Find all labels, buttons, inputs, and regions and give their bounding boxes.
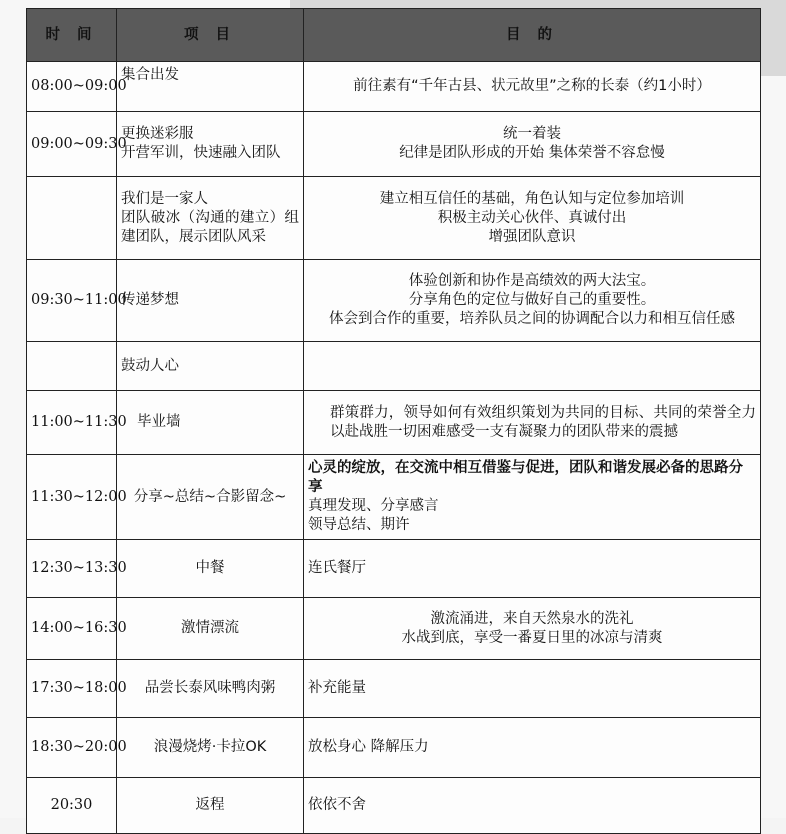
item-line: 开营军训，快速融入团队 bbox=[121, 145, 281, 161]
purpose-line: 前往素有“千年古县、状元故里”之称的长泰（约1小时） bbox=[353, 78, 711, 94]
header-time: 时 间 bbox=[27, 9, 117, 62]
purpose-cell bbox=[304, 342, 761, 391]
time-cell: 18:30~20:00 bbox=[27, 718, 117, 778]
time-cell: 11:00~11:30 bbox=[27, 391, 117, 455]
table-row bbox=[27, 391, 761, 455]
table-row bbox=[27, 62, 761, 112]
item-cell: 浪漫烧烤·卡拉OK bbox=[117, 718, 304, 778]
table-row bbox=[27, 342, 761, 391]
item-cell: 集合出发 bbox=[117, 62, 304, 112]
schedule-table bbox=[26, 8, 761, 834]
item-line: 团队破冰（沟通的建立）组建团队，展示团队风采 bbox=[121, 209, 299, 245]
table-row bbox=[27, 718, 761, 778]
item-cell: 品尝长泰风味鸭肉粥 bbox=[117, 660, 304, 718]
purpose-line: 分享角色的定位与做好自己的重要性。 bbox=[408, 292, 656, 308]
purpose-cell: 放松身心 降解压力 bbox=[304, 718, 761, 778]
item-cell bbox=[117, 112, 304, 177]
time-cell: 12:30~13:30 bbox=[27, 540, 117, 598]
table-row bbox=[27, 660, 761, 718]
item-cell: 返程 bbox=[117, 778, 304, 834]
time-cell: 09:00~09:30 bbox=[27, 112, 117, 177]
time-cell: 14:00~16:30 bbox=[27, 598, 117, 660]
purpose-line: 增强团队意识 bbox=[488, 228, 576, 245]
purpose-line: 纪律是团队形成的开始 集体荣誉不容怠慢 bbox=[399, 145, 665, 161]
purpose-line: 建立相互信任的基础，角色认知与定位参加培训 bbox=[379, 190, 685, 207]
item-cell: 传递梦想 bbox=[117, 260, 304, 342]
time-cell: 20:30 bbox=[27, 778, 117, 834]
header-item: 项 目 bbox=[117, 9, 304, 62]
purpose-line: 激流涌进，来自天然泉水的洗礼 bbox=[430, 610, 634, 627]
time-cell bbox=[27, 342, 117, 391]
purpose-cell: 补充能量 bbox=[304, 660, 761, 718]
table-row bbox=[27, 177, 761, 260]
table-row bbox=[27, 598, 761, 660]
item-cell bbox=[117, 177, 304, 260]
purpose-cell bbox=[304, 62, 761, 112]
purpose-cell: 连氏餐厅 bbox=[304, 540, 761, 598]
purpose-bold-line: 心灵的绽放，在交流中相互借鉴与促进，团队和谐发展必备的思路分享 bbox=[308, 460, 743, 495]
purpose-cell bbox=[304, 455, 761, 540]
purpose-cell: 群策群力，领导如何有效组织策划为共同的目标、共同的荣誉全力以赴战胜一切困难感受一支有凝聚力的团队带来的震撼 bbox=[304, 391, 761, 455]
time-cell bbox=[27, 177, 117, 260]
purpose-cell: 依依不舍 bbox=[304, 778, 761, 834]
purpose-line: 统一着装 bbox=[503, 126, 561, 142]
table-row bbox=[27, 112, 761, 177]
purpose-cell bbox=[304, 260, 761, 342]
item-cell: 分享~总结~合影留念~ bbox=[117, 455, 304, 540]
item-line: 我们是一家人 bbox=[121, 190, 208, 207]
purpose-cell bbox=[304, 177, 761, 260]
purpose-line: 水战到底，享受一番夏日里的冰凉与清爽 bbox=[401, 629, 663, 646]
time-cell: 11:30~12:00 bbox=[27, 455, 117, 540]
header-purpose: 目 的 bbox=[304, 9, 761, 62]
purpose-line: 真理发现、分享感言 bbox=[308, 498, 439, 514]
purpose-line: 体验创新和协作是高绩效的两大法宝。 bbox=[408, 273, 656, 289]
table-row bbox=[27, 540, 761, 598]
time-cell: 09:30~11:00 bbox=[27, 260, 117, 342]
purpose-line: 领导总结、期许 bbox=[308, 517, 410, 533]
item-cell: 中餐 bbox=[117, 540, 304, 598]
item-cell: 鼓动人心 bbox=[117, 342, 304, 391]
item-cell: 激情漂流 bbox=[117, 598, 304, 660]
header-row bbox=[27, 9, 761, 62]
purpose-cell bbox=[304, 598, 761, 660]
time-cell: 08:00~09:00 bbox=[27, 62, 117, 112]
table-row bbox=[27, 455, 761, 540]
table-row bbox=[27, 778, 761, 834]
item-line: 更换迷彩服 bbox=[121, 126, 194, 142]
item-cell: 毕业墙 bbox=[117, 391, 304, 455]
purpose-line: 积极主动关心伙伴、真诚付出 bbox=[437, 209, 627, 226]
table-row bbox=[27, 260, 761, 342]
purpose-line: 体会到合作的重要，培养队员之间的协调配合以力和相互信任感 bbox=[329, 311, 735, 327]
purpose-cell bbox=[304, 112, 761, 177]
time-cell: 17:30~18:00 bbox=[27, 660, 117, 718]
